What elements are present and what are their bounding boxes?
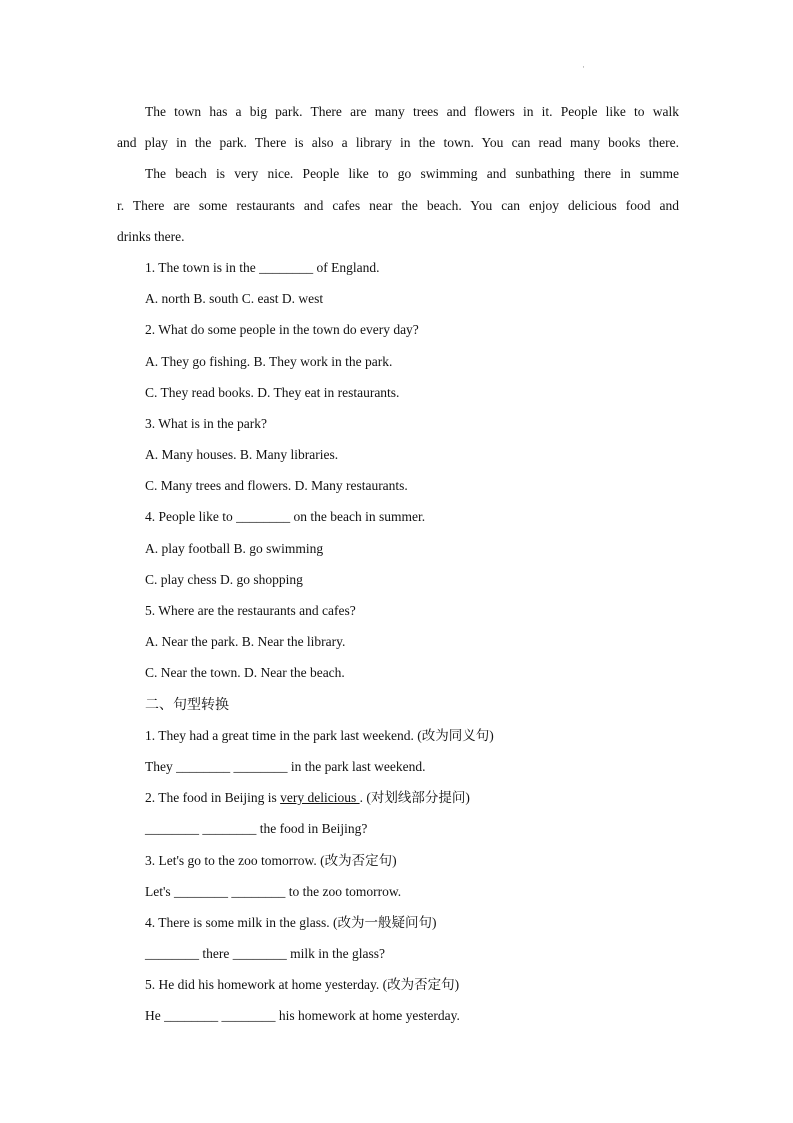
passage-line: drinks there. — [117, 228, 185, 244]
transform-1: 1. They had a great time in the park last weekend. (改为同义句) — [145, 727, 494, 743]
question-1: 1. The town is in the ________ of England. — [145, 259, 380, 275]
transform-2 — [117, 785, 679, 816]
question-1-options: A. north B. south C. east D. west — [145, 291, 324, 307]
passage-line: and play in the park. There is also a library in the town. You can read many books there. — [117, 135, 679, 151]
question-3-options-a: A. Many houses. B. Many libraries. — [145, 447, 339, 463]
document-content — [117, 99, 679, 1035]
question-5: 5. Where are the restaurants and cafes? — [145, 603, 356, 618]
question-3: 3. What is in the park? — [145, 415, 267, 431]
question-5-options-a: A. Near the park. B. Near the library. — [145, 634, 346, 650]
transform-2-post: . (对划线部分提问) — [359, 790, 470, 806]
question-4: 4. People like to ________ on the beach in summer. — [145, 509, 426, 525]
transform-1-answer: They ________ ________ in the park last weekend. — [145, 758, 426, 774]
question-4-options-b: C. play chess D. go shopping — [145, 571, 303, 587]
passage-line: The town has a big park. There are many trees and flowers in it. People like to walk — [145, 104, 679, 119]
question-3-options-b: C. Many trees and flowers. D. Many restaurants. — [145, 478, 408, 494]
transform-3-answer: Let's ________ ________ to the zoo tomorrow. — [145, 883, 402, 899]
passage-line: r. There are some restaurants and cafes near the beach. You can enjoy delicious food and — [117, 197, 679, 213]
transform-4: 4. There is some milk in the glass. (改为一般疑问句) — [145, 914, 437, 930]
transform-2-pre: 2. The food in Beijing is — [145, 790, 281, 806]
underlined-phrase: very delicious — [280, 790, 360, 806]
transform-5-answer: He ________ ________ his homework at home yesterday. — [145, 1008, 460, 1024]
question-5-options-b: C. Near the town. D. Near the beach. — [145, 665, 345, 681]
passage-line: The beach is very nice. People like to go swimming and sunbathing there in summe — [145, 166, 679, 182]
section-title: 二、句型转换 — [145, 696, 229, 713]
question-4-options-a: A. play football B. go swimming — [145, 540, 324, 556]
transform-3: 3. Let's go to the zoo tomorrow. (改为否定句) — [145, 852, 397, 868]
transform-4-answer: ________ there ________ milk in the glass? — [145, 946, 385, 962]
page-mark: · — [582, 62, 585, 72]
question-2-options-b: C. They read books. D. They eat in restaurants. — [145, 384, 400, 400]
question-2-options-a: A. They go fishing. B. They work in the park. — [145, 353, 393, 369]
question-2: 2. What do some people in the town do every day? — [145, 322, 419, 338]
transform-2-answer: ________ ________ the food in Beijing? — [145, 821, 368, 837]
transform-5: 5. He did his homework at home yesterday. (改为否定句) — [145, 977, 460, 993]
